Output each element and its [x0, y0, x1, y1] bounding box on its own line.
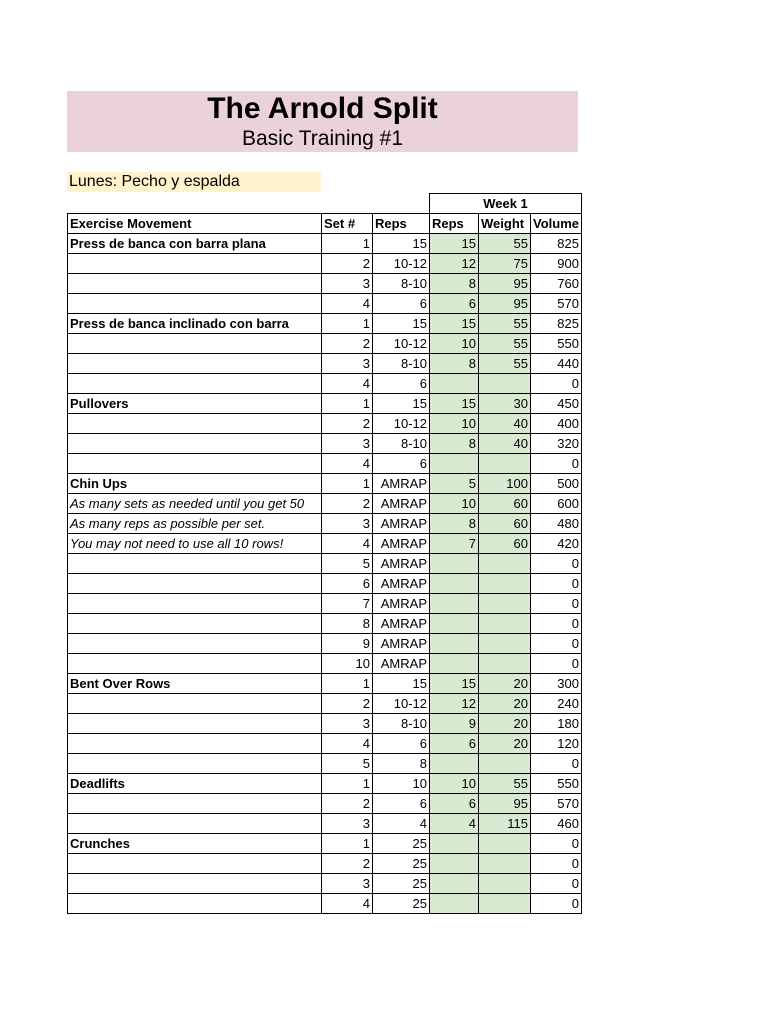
target-reps-cell: 6: [373, 294, 430, 314]
target-reps-cell: AMRAP: [373, 534, 430, 554]
reps-input-cell[interactable]: 6: [430, 794, 479, 814]
set-number-cell: 3: [322, 514, 373, 534]
column-header-row: [68, 214, 582, 234]
table-row: [68, 514, 582, 534]
volume-cell: 480: [531, 514, 582, 534]
volume-cell: 0: [531, 754, 582, 774]
target-reps-cell: AMRAP: [373, 634, 430, 654]
volume-cell: 500: [531, 474, 582, 494]
reps-input-cell[interactable]: 15: [430, 314, 479, 334]
table-row: [68, 654, 582, 674]
target-reps-cell: 15: [373, 674, 430, 694]
weight-input-cell[interactable]: 40: [479, 414, 531, 434]
table-row: [68, 474, 582, 494]
table-row: [68, 234, 582, 254]
set-number-cell: 4: [322, 534, 373, 554]
exercise-movement-cell: [68, 374, 322, 394]
target-reps-cell: 4: [373, 814, 430, 834]
reps-input-cell[interactable]: 15: [430, 674, 479, 694]
set-number-cell: 1: [322, 834, 373, 854]
target-reps-cell: 25: [373, 874, 430, 894]
col-header-set: Set #: [322, 214, 373, 234]
reps-input-cell[interactable]: [430, 854, 479, 874]
reps-input-cell[interactable]: 8: [430, 434, 479, 454]
table-row: [68, 734, 582, 754]
reps-input-cell[interactable]: 8: [430, 274, 479, 294]
set-number-cell: 2: [322, 694, 373, 714]
volume-cell: 0: [531, 374, 582, 394]
exercise-movement-cell: As many reps as possible per set.: [68, 514, 322, 534]
set-number-cell: 4: [322, 454, 373, 474]
weight-input-cell[interactable]: [479, 654, 531, 674]
reps-input-cell[interactable]: 5: [430, 474, 479, 494]
table-row: [68, 334, 582, 354]
table-row: [68, 754, 582, 774]
reps-input-cell[interactable]: [430, 614, 479, 634]
week-label: Week 1: [430, 194, 582, 214]
weight-input-cell[interactable]: [479, 374, 531, 394]
weight-input-cell[interactable]: 95: [479, 274, 531, 294]
set-number-cell: 3: [322, 434, 373, 454]
volume-cell: 0: [531, 574, 582, 594]
target-reps-cell: 25: [373, 894, 430, 914]
reps-input-cell[interactable]: [430, 454, 479, 474]
volume-cell: 0: [531, 894, 582, 914]
reps-input-cell[interactable]: [430, 574, 479, 594]
set-number-cell: 4: [322, 294, 373, 314]
exercise-movement-cell: Press de banca con barra plana: [68, 234, 322, 254]
weight-input-cell[interactable]: 55: [479, 354, 531, 374]
exercise-movement-cell: You may not need to use all 10 rows!: [68, 534, 322, 554]
volume-cell: 0: [531, 854, 582, 874]
target-reps-cell: 25: [373, 854, 430, 874]
volume-cell: 825: [531, 314, 582, 334]
exercise-movement-cell: [68, 274, 322, 294]
col-header-target-reps: Reps: [373, 214, 430, 234]
set-number-cell: 2: [322, 794, 373, 814]
reps-input-cell[interactable]: 12: [430, 254, 479, 274]
target-reps-cell: 6: [373, 374, 430, 394]
weight-input-cell[interactable]: [479, 834, 531, 854]
set-number-cell: 2: [322, 854, 373, 874]
reps-input-cell[interactable]: [430, 754, 479, 774]
table-row: [68, 774, 582, 794]
exercise-movement-cell: [68, 634, 322, 654]
exercise-movement-cell: [68, 554, 322, 574]
weight-input-cell[interactable]: 60: [479, 514, 531, 534]
target-reps-cell: AMRAP: [373, 494, 430, 514]
volume-cell: 0: [531, 594, 582, 614]
target-reps-cell: 10: [373, 774, 430, 794]
set-number-cell: 3: [322, 874, 373, 894]
table-row: [68, 494, 582, 514]
table-row: [68, 454, 582, 474]
volume-cell: 0: [531, 634, 582, 654]
weight-input-cell[interactable]: 55: [479, 234, 531, 254]
target-reps-cell: 15: [373, 234, 430, 254]
weight-input-cell[interactable]: 55: [479, 334, 531, 354]
set-number-cell: 3: [322, 714, 373, 734]
table-row: [68, 834, 582, 854]
set-number-cell: 2: [322, 334, 373, 354]
col-header-reps: Reps: [430, 214, 479, 234]
table-row: [68, 374, 582, 394]
target-reps-cell: 8-10: [373, 354, 430, 374]
col-header-volume: Volume: [531, 214, 582, 234]
weight-input-cell[interactable]: 30: [479, 394, 531, 414]
weight-input-cell[interactable]: [479, 754, 531, 774]
reps-input-cell[interactable]: 9: [430, 714, 479, 734]
weight-input-cell[interactable]: [479, 634, 531, 654]
weight-input-cell[interactable]: [479, 454, 531, 474]
set-number-cell: 1: [322, 394, 373, 414]
set-number-cell: 3: [322, 274, 373, 294]
table-row: [68, 614, 582, 634]
set-number-cell: 4: [322, 734, 373, 754]
exercise-movement-cell: [68, 694, 322, 714]
table-row: [68, 354, 582, 374]
weight-input-cell[interactable]: 60: [479, 534, 531, 554]
reps-input-cell[interactable]: 8: [430, 514, 479, 534]
volume-cell: 550: [531, 774, 582, 794]
weight-input-cell[interactable]: [479, 894, 531, 914]
table-row: [68, 274, 582, 294]
exercise-movement-cell: [68, 814, 322, 834]
title-block: [67, 91, 578, 152]
page-subtitle: Basic Training #1: [241, 127, 404, 150]
target-reps-cell: AMRAP: [373, 574, 430, 594]
exercise-movement-cell: [68, 894, 322, 914]
table-row: [68, 594, 582, 614]
volume-cell: 240: [531, 694, 582, 714]
exercise-movement-cell: Press de banca inclinado con barra: [68, 314, 322, 334]
table-row: [68, 854, 582, 874]
target-reps-cell: AMRAP: [373, 614, 430, 634]
target-reps-cell: 6: [373, 794, 430, 814]
reps-input-cell[interactable]: 15: [430, 394, 479, 414]
exercise-movement-cell: [68, 654, 322, 674]
exercise-movement-cell: [68, 334, 322, 354]
volume-cell: 0: [531, 834, 582, 854]
empty-cell: [322, 194, 373, 214]
exercise-movement-cell: Chin Ups: [68, 474, 322, 494]
reps-input-cell[interactable]: 4: [430, 814, 479, 834]
weight-input-cell[interactable]: 55: [479, 314, 531, 334]
exercise-movement-cell: [68, 854, 322, 874]
target-reps-cell: 8-10: [373, 714, 430, 734]
set-number-cell: 5: [322, 754, 373, 774]
table-row: [68, 894, 582, 914]
volume-cell: 570: [531, 294, 582, 314]
table-row: [68, 694, 582, 714]
table-row: [68, 254, 582, 274]
weight-input-cell[interactable]: 95: [479, 794, 531, 814]
volume-cell: 180: [531, 714, 582, 734]
volume-cell: 550: [531, 334, 582, 354]
set-number-cell: 8: [322, 614, 373, 634]
weight-input-cell[interactable]: [479, 574, 531, 594]
target-reps-cell: 8-10: [373, 274, 430, 294]
weight-input-cell[interactable]: [479, 874, 531, 894]
volume-cell: 300: [531, 674, 582, 694]
target-reps-cell: AMRAP: [373, 474, 430, 494]
exercise-movement-cell: Deadlifts: [68, 774, 322, 794]
exercise-movement-cell: [68, 794, 322, 814]
weight-input-cell[interactable]: 20: [479, 734, 531, 754]
weight-input-cell[interactable]: [479, 614, 531, 634]
weight-input-cell[interactable]: 20: [479, 714, 531, 734]
volume-cell: 760: [531, 274, 582, 294]
workout-table: [67, 193, 582, 914]
exercise-movement-cell: [68, 754, 322, 774]
reps-input-cell[interactable]: 10: [430, 414, 479, 434]
col-header-weight: Weight: [479, 214, 531, 234]
reps-input-cell[interactable]: 6: [430, 734, 479, 754]
reps-input-cell[interactable]: [430, 654, 479, 674]
table-row: [68, 794, 582, 814]
weight-input-cell[interactable]: 40: [479, 434, 531, 454]
empty-cell: [68, 194, 322, 214]
exercise-movement-cell: Crunches: [68, 834, 322, 854]
reps-input-cell[interactable]: 8: [430, 354, 479, 374]
weight-input-cell[interactable]: [479, 554, 531, 574]
target-reps-cell: AMRAP: [373, 654, 430, 674]
volume-cell: 0: [531, 554, 582, 574]
table-row: [68, 634, 582, 654]
volume-cell: 825: [531, 234, 582, 254]
target-reps-cell: 6: [373, 454, 430, 474]
weight-input-cell[interactable]: 75: [479, 254, 531, 274]
set-number-cell: 3: [322, 814, 373, 834]
table-row: [68, 674, 582, 694]
target-reps-cell: 25: [373, 834, 430, 854]
reps-input-cell[interactable]: 15: [430, 234, 479, 254]
volume-cell: 460: [531, 814, 582, 834]
table-row: [68, 394, 582, 414]
target-reps-cell: 10-12: [373, 414, 430, 434]
exercise-movement-cell: Pullovers: [68, 394, 322, 414]
set-number-cell: 1: [322, 674, 373, 694]
volume-cell: 600: [531, 494, 582, 514]
target-reps-cell: 10-12: [373, 694, 430, 714]
reps-input-cell[interactable]: [430, 594, 479, 614]
volume-cell: 0: [531, 614, 582, 634]
page-title: The Arnold Split: [207, 92, 438, 125]
set-number-cell: 10: [322, 654, 373, 674]
volume-cell: 400: [531, 414, 582, 434]
set-number-cell: 2: [322, 414, 373, 434]
col-header-movement: Exercise Movement: [68, 214, 322, 234]
table-row: [68, 574, 582, 594]
exercise-movement-cell: [68, 734, 322, 754]
target-reps-cell: 15: [373, 394, 430, 414]
target-reps-cell: AMRAP: [373, 514, 430, 534]
target-reps-cell: AMRAP: [373, 554, 430, 574]
volume-cell: 420: [531, 534, 582, 554]
reps-input-cell[interactable]: [430, 374, 479, 394]
set-number-cell: 7: [322, 594, 373, 614]
exercise-movement-cell: [68, 874, 322, 894]
reps-input-cell[interactable]: [430, 834, 479, 854]
exercise-movement-cell: [68, 354, 322, 374]
set-number-cell: 4: [322, 374, 373, 394]
weight-input-cell[interactable]: 95: [479, 294, 531, 314]
table-row: [68, 534, 582, 554]
exercise-movement-cell: [68, 594, 322, 614]
table-row: [68, 294, 582, 314]
set-number-cell: 1: [322, 314, 373, 334]
target-reps-cell: 8: [373, 754, 430, 774]
table-row: [68, 434, 582, 454]
set-number-cell: 1: [322, 474, 373, 494]
table-row: [68, 714, 582, 734]
exercise-movement-cell: [68, 254, 322, 274]
target-reps-cell: 8-10: [373, 434, 430, 454]
exercise-movement-cell: [68, 434, 322, 454]
target-reps-cell: AMRAP: [373, 594, 430, 614]
set-number-cell: 1: [322, 234, 373, 254]
weight-input-cell[interactable]: 60: [479, 494, 531, 514]
set-number-cell: 6: [322, 574, 373, 594]
reps-input-cell[interactable]: 12: [430, 694, 479, 714]
volume-cell: 0: [531, 454, 582, 474]
target-reps-cell: 15: [373, 314, 430, 334]
reps-input-cell[interactable]: 7: [430, 534, 479, 554]
table-row: [68, 874, 582, 894]
day-label: Lunes: Pecho y espalda: [67, 172, 321, 192]
reps-input-cell[interactable]: [430, 874, 479, 894]
set-number-cell: 3: [322, 354, 373, 374]
volume-cell: 440: [531, 354, 582, 374]
set-number-cell: 4: [322, 894, 373, 914]
volume-cell: 900: [531, 254, 582, 274]
set-number-cell: 1: [322, 774, 373, 794]
exercise-movement-cell: [68, 414, 322, 434]
reps-input-cell[interactable]: 10: [430, 334, 479, 354]
reps-input-cell[interactable]: 10: [430, 494, 479, 514]
weight-input-cell[interactable]: 115: [479, 814, 531, 834]
week-header-row: [68, 194, 582, 214]
weight-input-cell[interactable]: [479, 594, 531, 614]
target-reps-cell: 10-12: [373, 254, 430, 274]
reps-input-cell[interactable]: [430, 634, 479, 654]
weight-input-cell[interactable]: [479, 854, 531, 874]
reps-input-cell[interactable]: 10: [430, 774, 479, 794]
set-number-cell: 9: [322, 634, 373, 654]
target-reps-cell: 10-12: [373, 334, 430, 354]
exercise-movement-cell: [68, 714, 322, 734]
set-number-cell: 2: [322, 494, 373, 514]
weight-input-cell[interactable]: 20: [479, 694, 531, 714]
reps-input-cell[interactable]: 6: [430, 294, 479, 314]
table-row: [68, 414, 582, 434]
exercise-movement-cell: [68, 574, 322, 594]
table-row: [68, 554, 582, 574]
reps-input-cell[interactable]: [430, 554, 479, 574]
exercise-movement-cell: [68, 294, 322, 314]
volume-cell: 0: [531, 654, 582, 674]
exercise-movement-cell: [68, 454, 322, 474]
table-row: [68, 314, 582, 334]
volume-cell: 120: [531, 734, 582, 754]
volume-cell: 570: [531, 794, 582, 814]
weight-input-cell[interactable]: 100: [479, 474, 531, 494]
volume-cell: 0: [531, 874, 582, 894]
exercise-movement-cell: [68, 614, 322, 634]
empty-cell: [373, 194, 430, 214]
set-number-cell: 5: [322, 554, 373, 574]
weight-input-cell[interactable]: 20: [479, 674, 531, 694]
table-row: [68, 814, 582, 834]
volume-cell: 320: [531, 434, 582, 454]
exercise-movement-cell: Bent Over Rows: [68, 674, 322, 694]
set-number-cell: 2: [322, 254, 373, 274]
volume-cell: 450: [531, 394, 582, 414]
reps-input-cell[interactable]: [430, 894, 479, 914]
exercise-movement-cell: As many sets as needed until you get 50: [68, 494, 322, 514]
target-reps-cell: 6: [373, 734, 430, 754]
weight-input-cell[interactable]: 55: [479, 774, 531, 794]
